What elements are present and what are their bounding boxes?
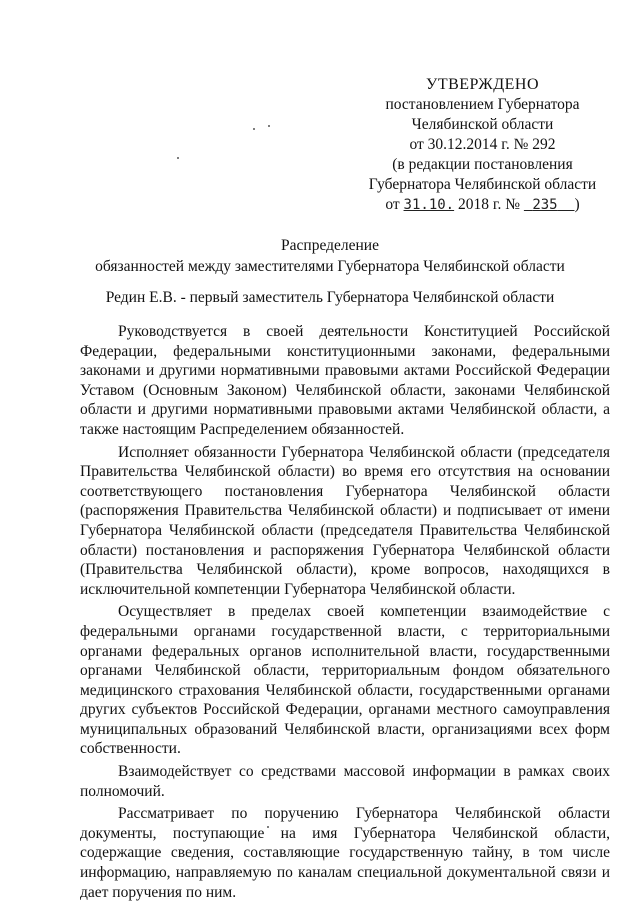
- approval-line: от 30.12.2014 г. № 292: [409, 136, 556, 153]
- approval-line: Челябинской области: [411, 116, 554, 133]
- body-paragraph: Рассматривает по поручению Губернатора Челябинской области документы, поступающие на имя Губернатора Челябинской области, содержащие сведения, составляющие государственную тайну, в том числе информацию, направляемую по каналам специальной документальной связи и дает поручения по ним.: [80, 805, 610, 901]
- approval-heading: УТВЕРЖДЕНО: [425, 76, 539, 93]
- section-heading: Редин Е.В. - первый заместитель Губернатора Челябинской области: [105, 289, 555, 306]
- body-paragraph: Исполняет обязанности Губернатора Челябинской области (председателя Правительства Челябинской области) во время его отсутствия на основании соответствующего постановления Губернатора Челябинской области (распоряжения Правительства Челябинской области) и подписывает от имени Губернатора Челябинской области (председателя Правительства Челябинской области) постановления и распоряжения Губернатора Челябинской области (Правительства Челябинской области), кроме вопросов, находящихся в исключительной компетенции Губернатора Челябинской области.: [80, 443, 610, 598]
- approval-line: Губернатора Челябинской области: [368, 176, 597, 193]
- body-paragraph: Осуществляет в пределах своей компетенции взаимодействие с федеральными органами государственной власти, с территориальными органами федеральных органов исполнительной власти, государственными органами Челябинской области, территориальным фондом обязательного медицинского страхования Челябинской области, государственными органами других субъектов Российской Федерации, органами местного самоуправления муниципальных образований Челябинской власти, организациями всех форм собственности.: [80, 603, 610, 758]
- document-body: [80, 322, 610, 902]
- amendment-number-value: 235: [532, 197, 558, 213]
- scan-speck: [177, 157, 179, 159]
- document-subtitle: обязанностей между заместителями Губернатора Челябинской области: [95, 258, 565, 275]
- approval-line: (в редакции постановления: [392, 156, 573, 173]
- amendment-year: 2018 г. №: [457, 196, 521, 213]
- amendment-number: [524, 197, 575, 213]
- approval-stamp-block: [360, 75, 605, 215]
- amendment-close: ): [574, 196, 580, 213]
- scan-speck: [253, 128, 255, 130]
- amendment-line: [360, 195, 605, 215]
- document-title: Распределение: [281, 237, 379, 254]
- amendment-date: 31.10.: [403, 197, 455, 213]
- body-paragraph: Взаимодействует со средствами массовой информации в рамках своих полномочий.: [80, 763, 610, 800]
- scan-speck: [268, 125, 270, 127]
- body-paragraph: Руководствуется в своей деятельности Конституцией Российской Федерации, федеральными конституционными законами, федеральными законами и другими нормативными правовыми актами Российской Федерации Уставом (Основным Законом) Челябинской области, законами Челябинской области и другими нормативными правовыми актами Челябинской области, а также настоящим Распределением обязанностей.: [80, 323, 610, 438]
- amendment-prefix: от: [385, 196, 400, 213]
- approval-line: постановлением Губернатора: [385, 96, 580, 113]
